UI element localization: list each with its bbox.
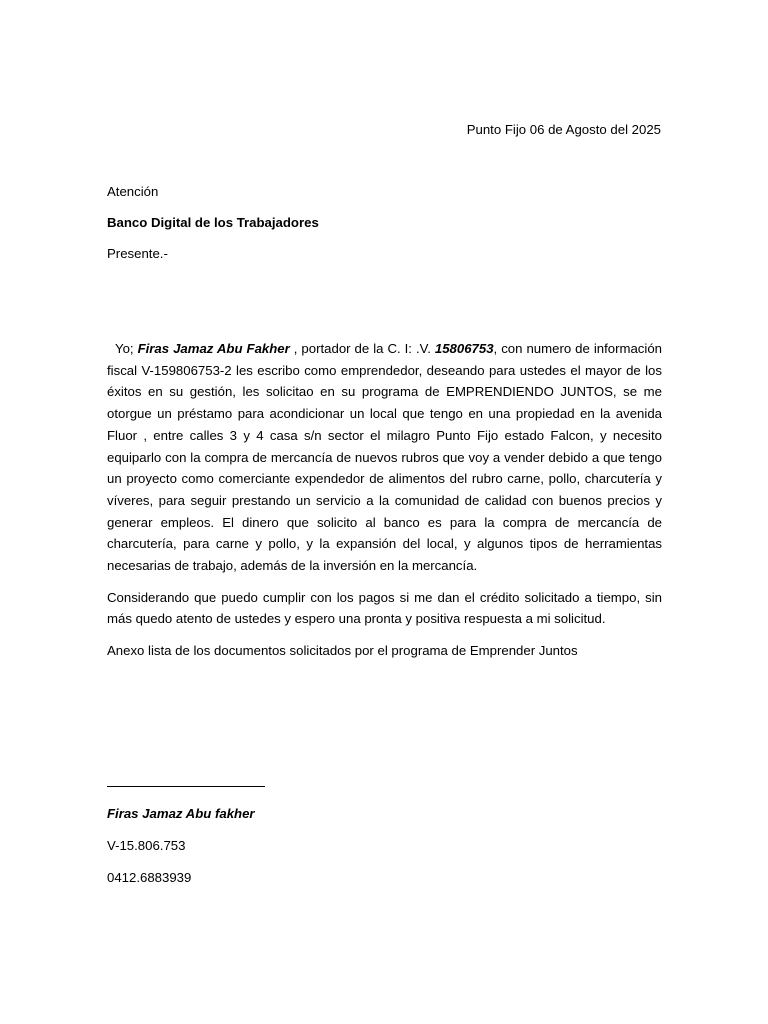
- id-prefix-text: , portador de la C. I: .V.: [289, 341, 435, 356]
- ci-number: 15806753: [434, 341, 494, 356]
- place-date: Punto Fijo 06 de Agosto del 2025: [466, 122, 661, 137]
- signer-name: Firas Jamaz Abu fakher: [107, 806, 255, 821]
- bank-name: Banco Digital de los Trabajadores: [107, 215, 319, 230]
- intro-text: Yo;: [114, 341, 138, 356]
- request-text: , con numero de información fiscal V-159806753-2 les escribo como emprendedor, deseando para ustedes el mayor de los éxitos en su gestión, les solicitao en su programa de EMPRENDIENDO JUNTOS, se me otorgue un préstamo para acondicionar un local que tengo en una propiedad en la avenida Fluor , entre calles 3 y 4 casa s/n sector el milagro Punto Fijo estado Falcon, y necesito equiparlo con la compra de mercancía de nuevos rubros que voy a vender debido a que tengo un proyecto como comerciante expendedor de alimentos del rubro carne, pollo, charcutería y víveres, para seguir prestando un servicio a la comunidad de calidad con buenos precios y generar empleos. El dinero que solicito al banco es para la compra de mercancía de charcutería, para carne y pollo, y la expansión del local, y algunos tipos de herramientas necesarias de trabajo, además de la inversión en la mercancía.: [107, 341, 662, 574]
- letter-body: [107, 338, 662, 662]
- attention-label: Atención: [107, 184, 159, 199]
- signature-line: [107, 772, 265, 787]
- body-paragraph-2: Considerando que puedo cumplir con los pagos si me dan el crédito solicitado a tiempo, sin más quedo atento de ustedes y espero una pronta y positiva respuesta a mi solicitud.: [107, 589, 662, 627]
- body-paragraph-3: Anexo lista de los documentos solicitados por el programa de Emprender Juntos: [107, 643, 578, 659]
- signer-phone: 0412.6883939: [107, 870, 192, 885]
- signer-id: V-15.806.753: [107, 838, 186, 853]
- signature-block: [107, 772, 507, 894]
- applicant-name: Firas Jamaz Abu Fakher: [137, 341, 290, 356]
- recipient-block: [107, 184, 667, 277]
- body-paragraph-1: [107, 338, 662, 577]
- presente-label: Presente.-: [107, 246, 168, 261]
